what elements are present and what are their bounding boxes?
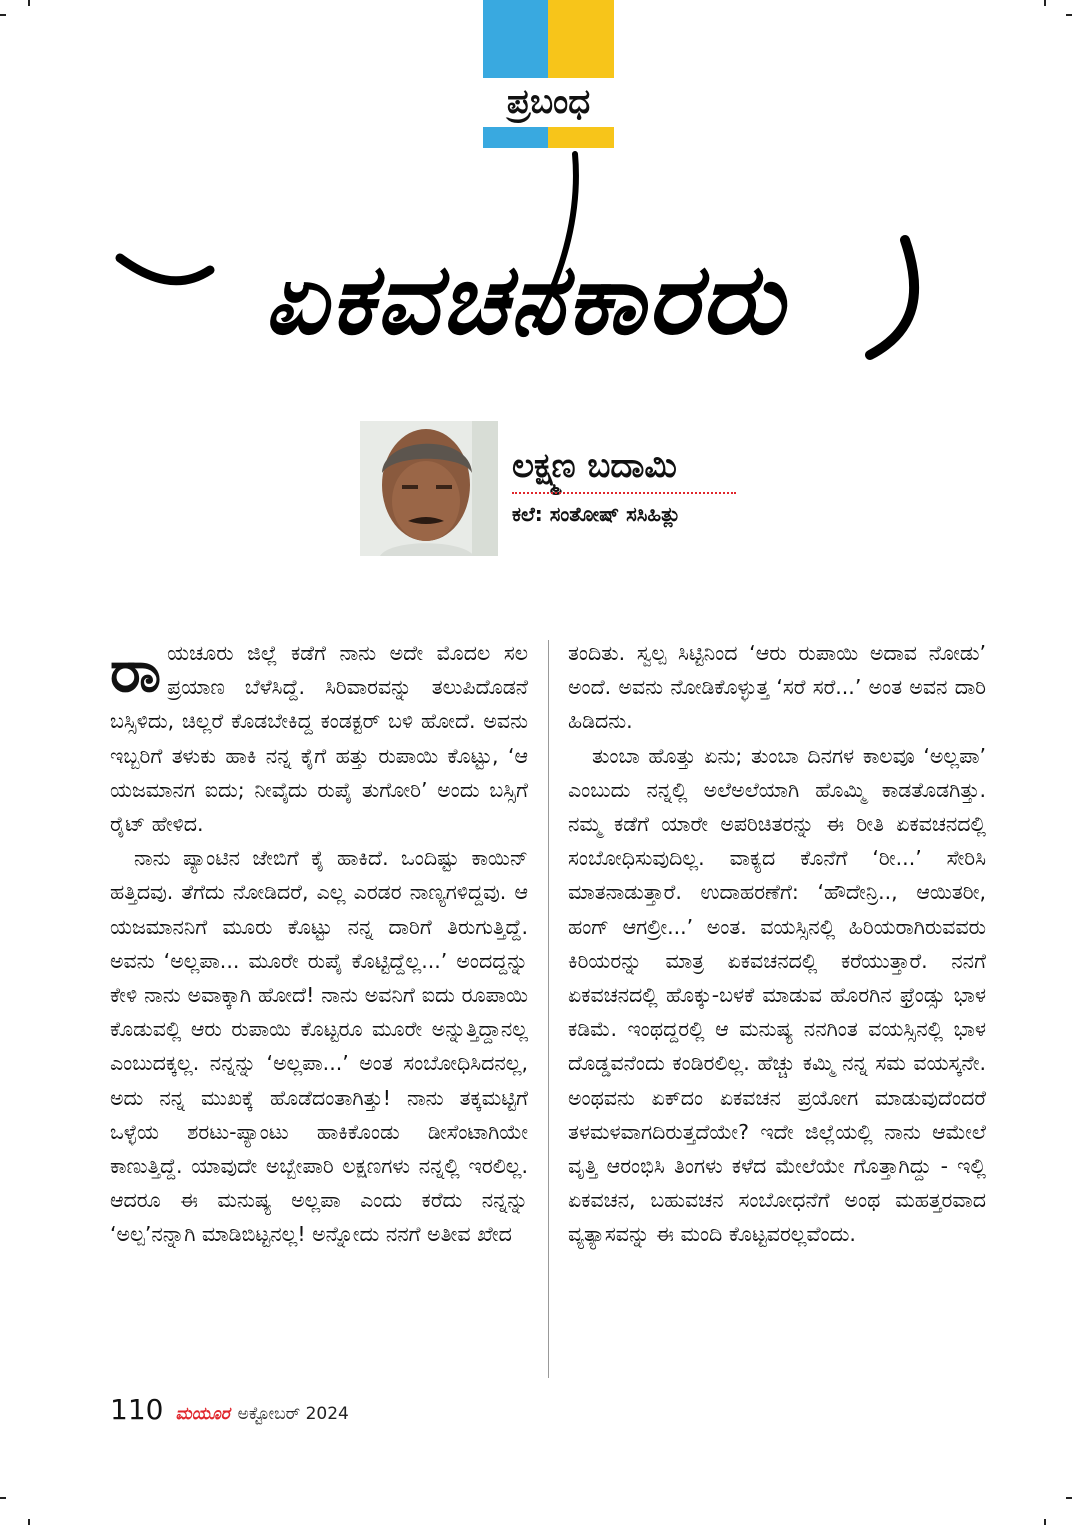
section-label: ಪ್ರಬಂಧ [483,78,614,126]
crop-mark [1044,1519,1046,1525]
crop-mark [1066,1497,1072,1499]
crop-mark [28,0,30,6]
article-title: ಏಕವಚನಕಾರರು [264,242,786,357]
tag-yellow-strip [548,127,614,148]
author-portrait [360,421,498,556]
tag-yellow-block [548,0,614,78]
author-photo [360,421,498,556]
illustration-credit: ಕಲೆ: ಸಂತೋಷ್ ಸಸಿಹಿತ್ಲು [512,502,681,526]
page-number: 110 [110,1393,164,1426]
author-divider [512,492,736,494]
crop-mark [1044,0,1046,6]
article-column-right [568,636,986,1252]
article-title-block [110,150,940,390]
paragraph: ನಾನು ಪ್ಯಾಂಟಿನ ಜೇಬಿಗೆ ಕೈ ಹಾಕಿದೆ. ಒಂದಿಷ್ಟು ಕಾಯಿನ್ ಹತ್ತಿದವು. ತೆಗೆದು ನೋಡಿದರೆ, ಎಲ್ಲ ಎರಡರ ನಾಣ್ಯಗಳಿದ್ದವು. ಆ ಯಜಮಾನನಿಗೆ ಮೂರು ಕೊಟ್ಟು ನನ್ನ ದಾರಿಗೆ ತಿರುಗುತ್ತಿದ್ದೆ. ಅವನು ‘ಅಲ್ಲಪಾ... ಮೂರೇ ರುಪೈ ಕೊಟ್ಟಿದ್ದೆಲ್ಲ...’ ಅಂದದ್ದನ್ನು ಕೇಳಿ ನಾನು ಅವಾಕ್ಕಾಗಿ ಹೋದೆ! ನಾನು ಅವನಿಗೆ ಐದು ರೂಪಾಯಿ ಕೊಡುವಲ್ಲಿ ಆರು ರುಪಾಯಿ ಕೊಟ್ಟರೂ ಮೂರೇ ಅನ್ನುತ್ತಿದ್ದಾನಲ್ಲ ಎಂಬುದಕ್ಕಲ್ಲ. ನನ್ನನ್ನು ‘ಅಲ್ಲಪಾ...’ ಅಂತ ಸಂಬೋಧಿಸಿದನಲ್ಲ, ಅದು ನನ್ನ ಮುಖಕ್ಕೆ ಹೊಡೆದಂತಾಗಿತ್ತು! ನಾನು ತಕ್ಕಮಟ್ಟಿಗೆ ಒಳ್ಳೆಯ ಶರಟು-ಪ್ಯಾಂಟು ಹಾಕಿಕೊಂಡು ಡೀಸೆಂಟಾಗಿಯೇ ಕಾಣುತ್ತಿದ್ದೆ. ಯಾವುದೇ ಅಬ್ಬೇಪಾರಿ ಲಕ್ಷಣಗಳು ನನ್ನಲ್ಲಿ ಇರಲಿಲ್ಲ. ಆದರೂ ಈ ಮನುಷ್ಯ ಅಲ್ಲಪಾ ಎಂದು ಕರೆದು ನನ್ನನ್ನು ‘ಅಲ್ಪ’ನನ್ನಾಗಿ ಮಾಡಿಬಿಟ್ಟನಲ್ಲ! ಅನ್ನೋದು ನನಗೆ ಅತೀವ ಖೇದ [110,846,528,1247]
article-column-left [110,636,528,1252]
crop-mark [0,14,6,16]
drop-cap: ರಾ [110,637,162,705]
section-tag [483,0,614,148]
paragraph-text: ಯಚೂರು ಜಿಲ್ಲೆ ಕಡೆಗೆ ನಾನು ಅದೇ ಮೊದಲ ಸಲ ಪ್ರಯಾಣ ಬೆಳೆಸಿದ್ದೆ. ಸಿರಿವಾರವನ್ನು ತಲುಪಿದೊಡನೆ ಬಸ್ಸಿಳಿದು, ಚಿಲ್ಲರೆ ಕೊಡಬೇಕಿದ್ದ ಕಂಡಕ್ಟರ್ ಬಳಿ ಹೋದೆ. ಅವನು ಇಬ್ಬರಿಗೆ ತಳುಕು ಹಾಕಿ ನನ್ನ ಕೈಗೆ ಹತ್ತು ರುಪಾಯಿ ಕೊಟ್ಟು, ‘ಆ ಯಜಮಾನಗ ಐದು; ನೀವೈದು ರುಪೈ ತುಗೋರಿ’ ಅಂದು ಬಸ್ಸಿಗೆ ರೈಟ್ ಹೇಳಿದ. [110,641,528,837]
crop-mark [0,1497,6,1499]
tag-blue-strip [483,127,548,148]
issue-date: ಅಕ್ಟೋಬರ್ 2024 [237,1404,349,1424]
paragraph: ತಂದಿತು. ಸ್ವಲ್ಪ ಸಿಟ್ಟಿನಿಂದ ‘ಆರು ರುಪಾಯಿ ಅದಾವ ನೋಡು’ ಅಂದೆ. ಅವನು ನೋಡಿಕೊಳ್ಳುತ್ತ ‘ಸರೆ ಸರೆ...’ ಅಂತ ಅವನ ದಾರಿ ಹಿಡಿದನು. [568,641,986,734]
paragraph: ತುಂಬಾ ಹೊತ್ತು ಏನು; ತುಂಬಾ ದಿನಗಳ ಕಾಲವೂ ‘ಅಲ್ಲಪಾ’ ಎಂಬುದು ನನ್ನಲ್ಲಿ ಅಲೆಅಲೆಯಾಗಿ ಹೊಮ್ಮಿ ಕಾಡತೊಡಗಿತ್ತು. ನಮ್ಮ ಕಡೆಗೆ ಯಾರೇ ಅಪರಿಚಿತರನ್ನು ಈ ರೀತಿ ಏಕವಚನದಲ್ಲಿ ಸಂಬೋಧಿಸುವುದಿಲ್ಲ. ವಾಕ್ಯದ ಕೊನೆಗೆ ‘ರೀ...’ ಸೇರಿಸಿ ಮಾತನಾಡುತ್ತಾರೆ. ಉದಾಹರಣೆಗೆ: ‘ಹೌದೇನ್ರಿ.., ಆಯಿತರೀ, ಹಂಗ್ ಆಗಲ್ರೀ...’ ಅಂತ. ವಯಸ್ಸಿನಲ್ಲಿ ಹಿರಿಯರಾಗಿರುವವರು ಕಿರಿಯರನ್ನು ಮಾತ್ರ ಏಕವಚನದಲ್ಲಿ ಕರೆಯುತ್ತಾರೆ. ನನಗೆ ಏಕವಚನದಲ್ಲಿ ಹೊಕ್ಕು-ಬಳಕೆ ಮಾಡುವ ಹೊರಗಿನ ಫ್ರೆಂಡ್ಸು ಭಾಳ ಕಡಿಮೆ. ಇಂಥದ್ದರಲ್ಲಿ ಆ ಮನುಷ್ಯ ನನಗಿಂತ ವಯಸ್ಸಿನಲ್ಲಿ ಭಾಳ ದೊಡ್ಡವನೆಂದು ಕಂಡಿರಲಿಲ್ಲ. ಹೆಚ್ಚು ಕಮ್ಮಿ ನನ್ನ ಸಮ ವಯಸ್ಕನೇ. ಅಂಥವನು ಏಕ್‌ದಂ ಏಕವಚನ ಪ್ರಯೋಗ ಮಾಡುವುದೆಂದರೆ ತಳಮಳವಾಗದಿರುತ್ತದೆಯೇ? ಇದೇ ಜಿಲ್ಲೆಯಲ್ಲಿ ನಾನು ಆಮೇಲೆ ವೃತ್ತಿ ಆರಂಭಿಸಿ ತಿಂಗಳು ಕಳೆದ ಮೇಲೆಯೇ ಗೊತ್ತಾಗಿದ್ದು - ಇಲ್ಲಿ ಏಕವಚನ, ಬಹುವಚನ ಸಂಬೋಧನೆಗೆ ಅಂಥ ಮಹತ್ತರವಾದ ವ್ಯತ್ಯಾಸವನ್ನು ಈ ಮಂದಿ ಕೊಟ್ಟವರಲ್ಲವೆಂದು. [568,743,986,1247]
crop-mark [28,1519,30,1525]
crop-mark [1066,14,1072,16]
page-footer [110,1393,349,1429]
author-name: ಲಕ್ಷ್ಮಣ ಬದಾಮಿ [512,446,677,486]
tag-blue-block [483,0,548,78]
paragraph [110,636,528,841]
column-divider [548,640,549,1378]
magazine-name: ಮಯೂರ [175,1404,230,1424]
